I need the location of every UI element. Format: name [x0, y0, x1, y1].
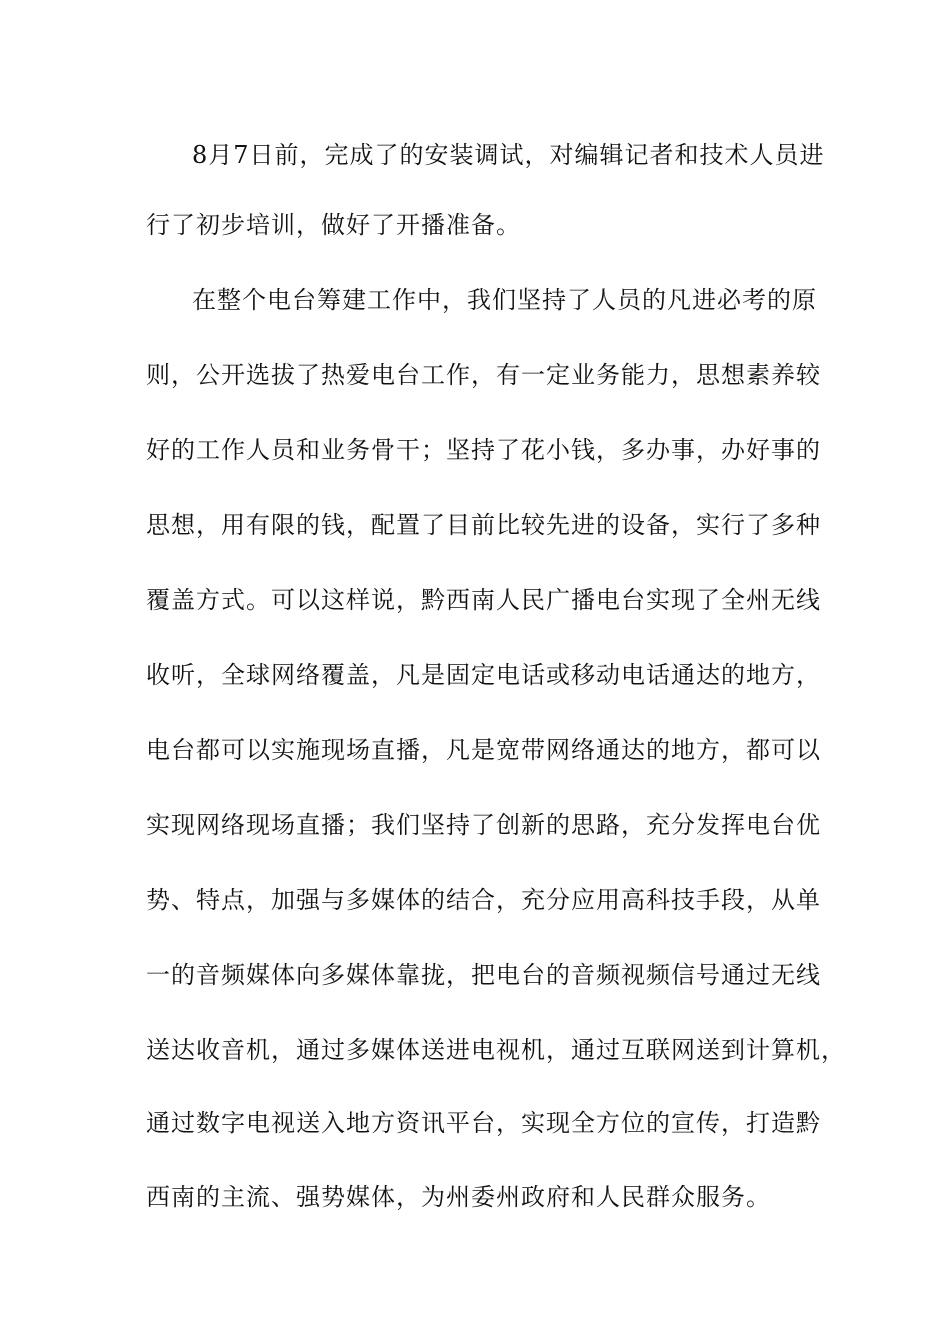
paragraph-2-line-6: 收听，全球网络覆盖，凡是固定电话或移动电话通达的地方，	[146, 661, 821, 689]
paragraph-2-line-4: 思想，用有限的钱，配置了目前比较先进的设备，实行了多种	[146, 511, 821, 539]
paragraph-2-line-10: 一的音频媒体向多媒体靠拢，把电台的音频视频信号通过无线	[146, 961, 821, 989]
paragraph-2-line-13: 西南的主流、强势媒体，为州委州政府和人民群众服务。	[146, 1183, 771, 1211]
paragraph-2-line-12: 通过数字电视送入地方资讯平台，实现全方位的宣传，打造黔	[146, 1109, 821, 1137]
paragraph-1-line-1: 8月7日前，完成了的安装调试，对编辑记者和技术人员进	[192, 141, 825, 169]
paragraph-2-line-2: 则，公开选拔了热爱电台工作，有一定业务能力，思想素养较	[146, 361, 821, 389]
paragraph-1-line-2: 行了初步培训，做好了开播准备。	[146, 211, 521, 239]
paragraph-2-line-5: 覆盖方式。可以这样说，黔西南人民广播电台实现了全州无线	[146, 586, 821, 614]
paragraph-2-line-1: 在整个电台筹建工作中，我们坚持了人员的凡进必考的原	[192, 286, 817, 314]
paragraph-2-line-11: 送达收音机，通过多媒体送进电视机，通过互联网送到计算机，	[146, 1036, 846, 1064]
paragraph-2-line-3: 好的工作人员和业务骨干；坚持了花小钱，多办事，办好事的	[146, 436, 821, 464]
paragraph-2-line-7: 电台都可以实施现场直播，凡是宽带网络通达的地方，都可以	[146, 736, 821, 764]
paragraph-2-line-8: 实现网络现场直播；我们坚持了创新的思路，充分发挥电台优	[146, 811, 821, 839]
paragraph-2-line-9: 势、特点，加强与多媒体的结合，充分应用高科技手段，从单	[146, 886, 821, 914]
